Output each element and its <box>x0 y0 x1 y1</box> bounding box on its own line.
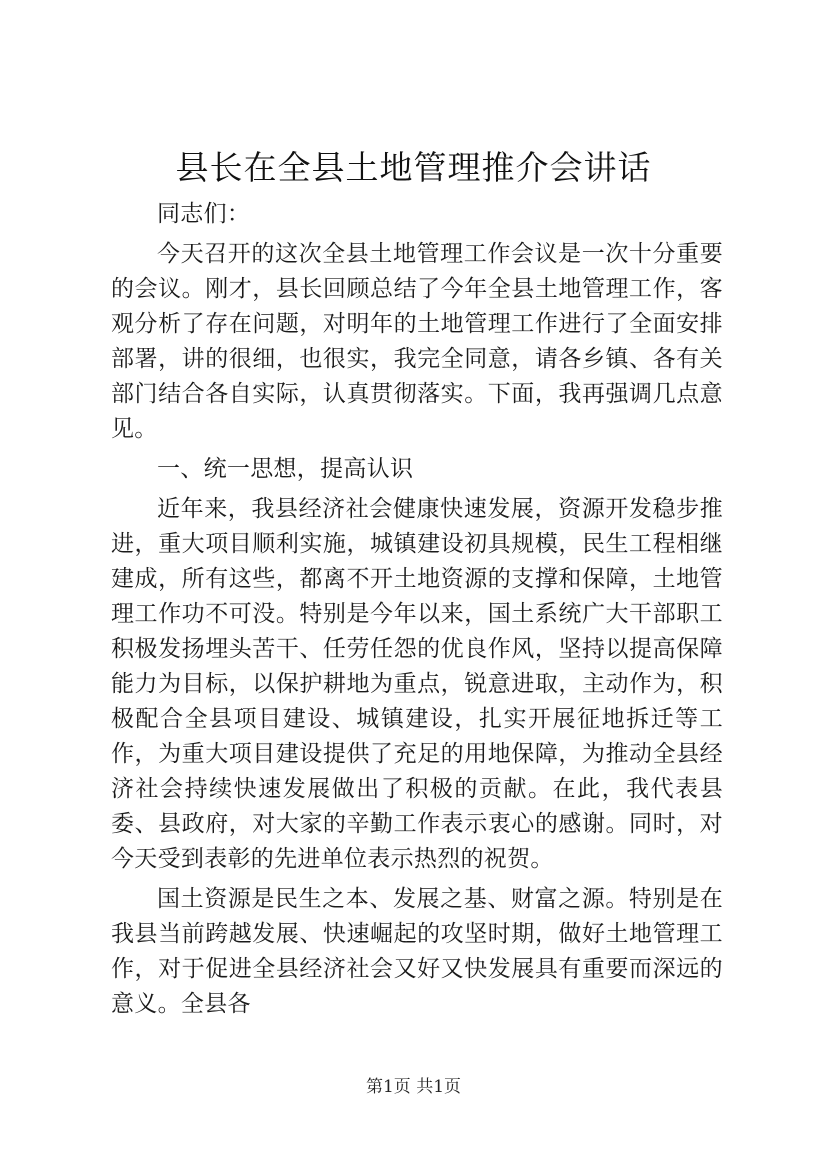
section-heading: 一、统一思想，提高认识 <box>157 456 414 482</box>
page-number-footer: 第1页 共1页 <box>365 1077 462 1097</box>
document-body <box>111 197 723 1022</box>
body-paragraph: 近年来，我县经济社会健康快速发展，资源开发稳步推进，重大项目顺利实施，城镇建设初具规模，民生工程相继建成，所有这些，都离不开土地资源的支撑和保障，土地管理工作功不可没。特别是今年以来，国土系统广大干部职工积极发扬埋头苦干、任劳任怨的优良作风，坚持以提高保障能力为目标，以保护耕地为重点，锐意进取，主动作为，积极配合全县项目建设、城镇建设，扎实开展征地拆迁等工作，为重大项目建设提供了充足的用地保障，为推动全县经济社会持续快速发展做出了积极的贡献。在此，我代表县委、县政府，对大家的辛勤工作表示衷心的感谢。同时，对今天受到表彰的先进单位表示热烈的祝贺。 <box>111 496 723 872</box>
document-title: 县长在全县土地管理推介会讲话 <box>175 148 652 187</box>
opening-paragraph: 今天召开的这次全县土地管理工作会议是一次十分重要的会议。刚才，县长回顾总结了今年全县土地管理工作，客观分析了存在问题，对明年的土地管理工作进行了全面安排部署，讲的很细，也很实，我完全同意，请各乡镇、各有关部门结合各自实际，认真贯彻落实。下面，我再强调几点意见。 <box>111 241 723 442</box>
salutation-paragraph: 同志们： <box>157 201 251 227</box>
body-paragraph: 国土资源是民生之本、发展之基、财富之源。特别是在我县当前跨越发展、快速崛起的攻坚时期，做好土地管理工作，对于促进全县经济社会又好又快发展具有重要而深远的意义。全县各 <box>111 886 723 1017</box>
